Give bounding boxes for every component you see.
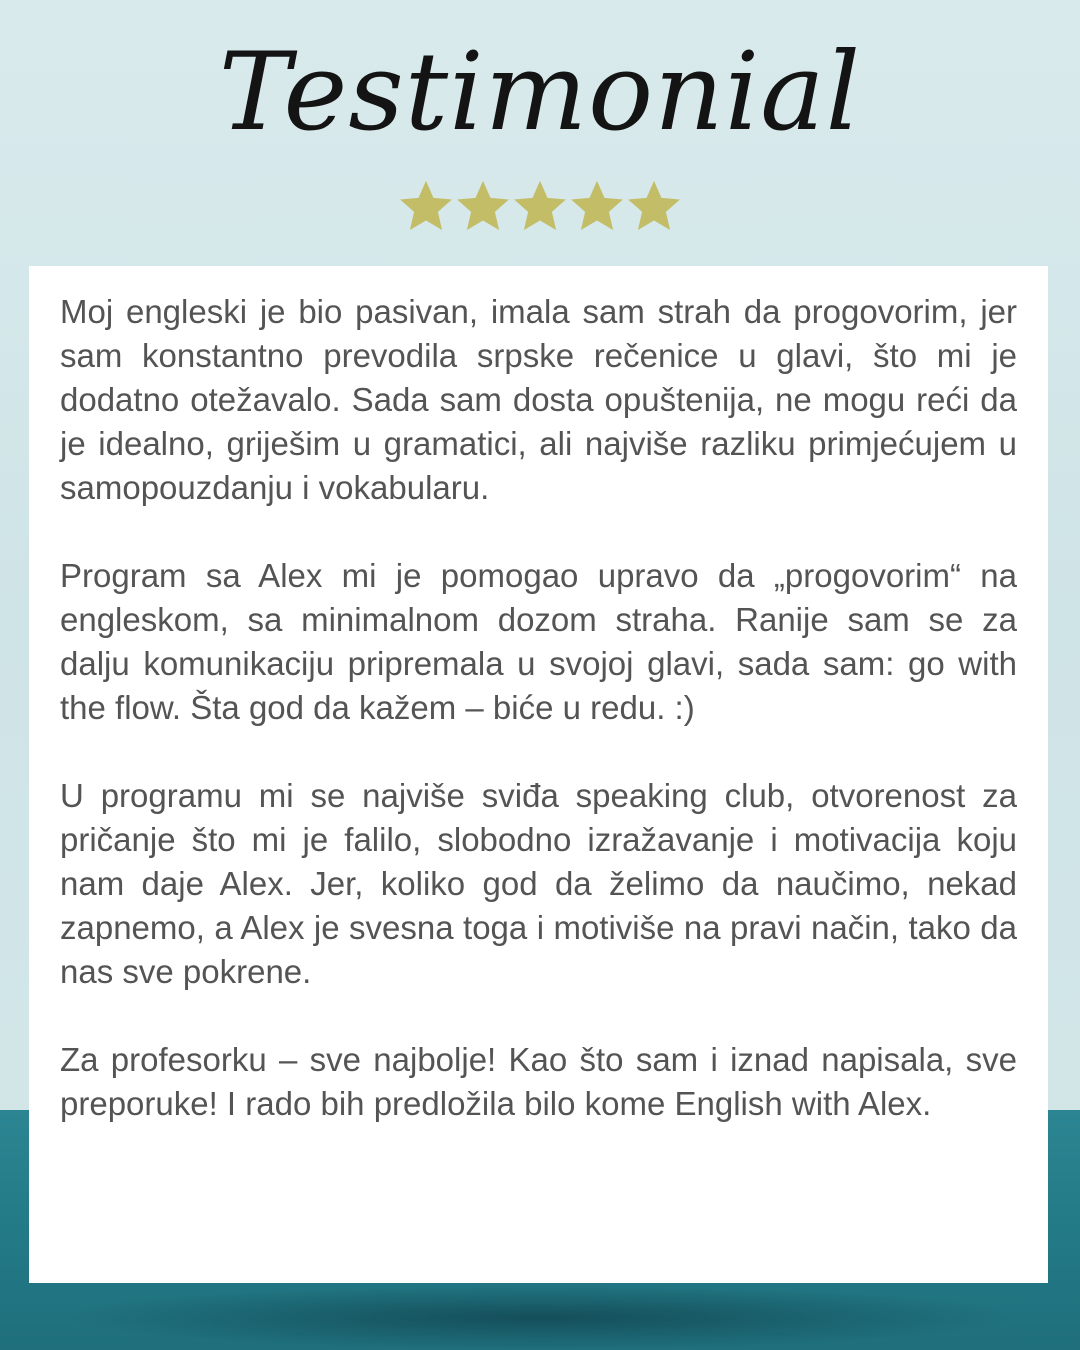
star-icon — [398, 178, 454, 234]
star-icon — [569, 178, 625, 234]
star-icon — [626, 178, 682, 234]
testimonial-paragraph: Moj engleski je bio pasivan, imala sam strah da progovorim, jer sam konstantno prevodila srpske rečenice u glavi, što mi je dodatno otežavalo. Sada sam dosta opuštenija, ne mogu reći da je idealno, griješim u gramatici, ali najviše razliku primjećujem u samopouzdanju i vokabularu. — [60, 293, 1017, 506]
star-icon — [455, 178, 511, 234]
page-title: Testimonial — [218, 30, 862, 155]
testimonial-paragraph: Za profesorku – sve najbolje! Kao što sam i iznad napisala, sve preporuke! I rado bih predložila bilo kome English with Alex. — [60, 1041, 1017, 1122]
star-rating — [398, 178, 682, 240]
testimonial-card — [29, 266, 1048, 1283]
testimonial-paragraph: Program sa Alex mi je pomogao upravo da „progovorim“ na engleskom, sa minimalnom dozom straha. Ranije sam se za dalju komunikaciju pripremala u svojoj glavi, sada sam: go with the flow. Šta god da kažem – biće u redu. :) — [60, 557, 1017, 726]
card-shadow — [60, 1285, 1020, 1350]
testimonial-paragraph: U programu mi se najviše sviđa speaking club, otvorenost za pričanje što mi je falilo, slobodno izražavanje i motivacija koju nam daje Alex. Jer, koliko god da želimo da naučimo, nekad zapnemo, a Alex je svesna toga i motiviše na pravi način, tako da nas sve pokrene. — [60, 777, 1017, 990]
star-icon — [512, 178, 568, 234]
